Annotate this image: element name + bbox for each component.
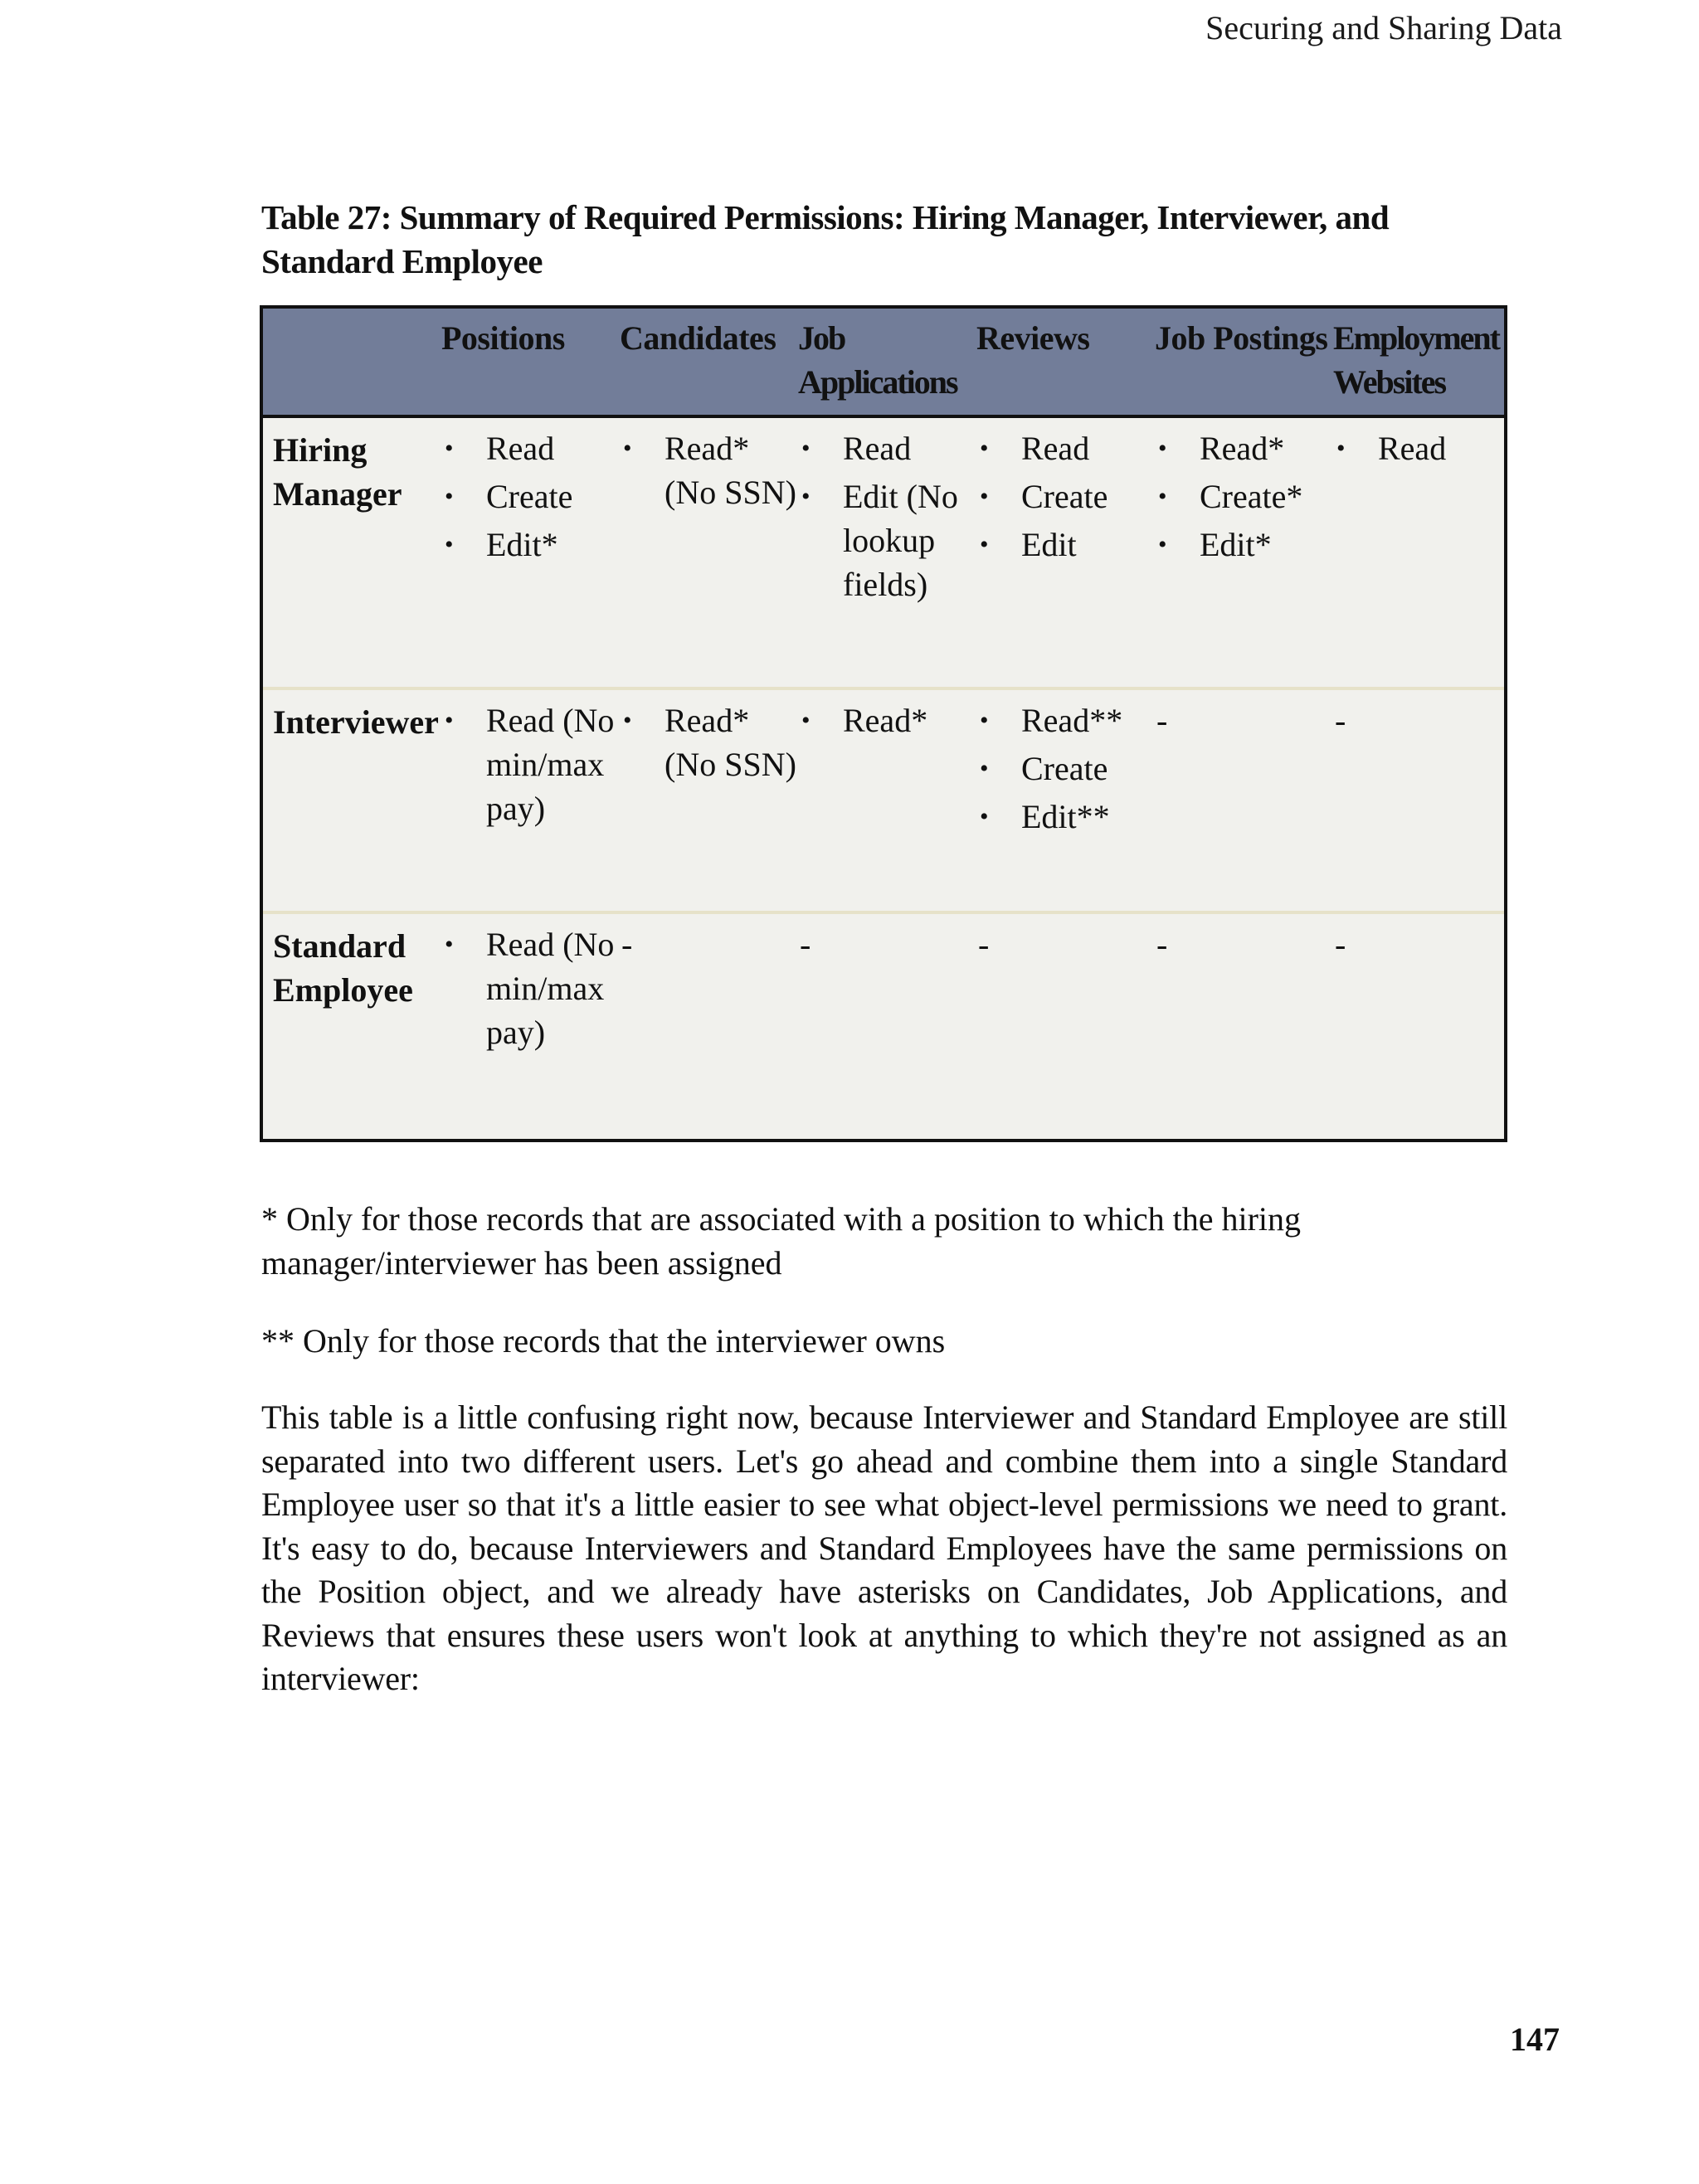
running-head: Securing and Sharing Data	[1205, 9, 1562, 46]
permission-text: Read (No min/max pay)	[486, 926, 615, 1051]
cell-employment-websites	[1333, 418, 1504, 687]
column-header-job-postings: Job Postings	[1155, 319, 1328, 357]
permission-list	[441, 426, 620, 567]
row-label: Standard Employee	[273, 927, 413, 1009]
table-row	[263, 690, 1504, 914]
bullet-icon: •	[445, 435, 454, 462]
permissions-table	[260, 305, 1507, 1142]
permission-item	[441, 523, 620, 567]
permission-list	[976, 698, 1155, 839]
bullet-icon: •	[623, 707, 632, 734]
permission-text: Create	[1021, 478, 1108, 515]
cell-job-applications	[798, 690, 976, 911]
permission-text: Edit (No lookup fields)	[843, 478, 958, 603]
column-header-employment-websites: Employment Websites	[1333, 319, 1499, 401]
permission-text: Create*	[1200, 478, 1303, 515]
permission-item	[798, 698, 976, 742]
bullet-icon: •	[980, 483, 989, 510]
footnote-double-asterisk: ** Only for those records that the interviewer owns	[261, 1322, 946, 1360]
cell-candidates	[620, 690, 798, 911]
cell-candidates	[620, 914, 798, 1139]
permission-list	[441, 922, 620, 1054]
cell-reviews	[976, 914, 1155, 1139]
no-permission-dash: -	[1156, 926, 1168, 963]
permission-text: Edit**	[1021, 798, 1110, 835]
bullet-icon: •	[980, 435, 989, 462]
column-header-job-applications: Job Applications	[798, 319, 957, 401]
permission-item	[441, 698, 620, 830]
table-caption: Table 27: Summary of Required Permissions: Hiring Manager, Interviewer, and Standard Employee	[261, 198, 1390, 280]
permission-item	[1333, 426, 1504, 470]
permission-item	[976, 474, 1155, 518]
permission-item	[1155, 426, 1333, 470]
cell-job-postings	[1155, 914, 1333, 1139]
permission-list	[976, 426, 1155, 567]
permission-text: Create	[1021, 750, 1108, 787]
permission-text: Read	[843, 430, 912, 467]
cell-employment-websites	[1333, 690, 1504, 911]
cell-positions	[441, 914, 620, 1139]
permission-item	[976, 747, 1155, 790]
permission-list	[1333, 426, 1504, 470]
column-header-candidates: Candidates	[620, 319, 776, 357]
permission-text: Read (No min/max pay)	[486, 702, 615, 827]
bullet-icon: •	[801, 707, 811, 734]
column-header-empty	[263, 309, 441, 415]
table-header-row	[263, 309, 1504, 418]
permission-text: Read	[486, 430, 555, 467]
permission-text: Read* (No SSN)	[665, 702, 796, 783]
bullet-icon: •	[445, 531, 454, 558]
permission-text: Read*	[843, 702, 928, 739]
permission-text: Read	[1021, 430, 1090, 467]
table-row	[263, 418, 1504, 690]
cell-candidates	[620, 418, 798, 687]
permission-item	[798, 474, 976, 606]
bullet-icon: •	[980, 531, 989, 558]
bullet-icon: •	[980, 707, 989, 734]
bullet-icon: •	[1158, 483, 1167, 510]
permission-item	[976, 523, 1155, 567]
permission-item	[441, 426, 620, 470]
no-permission-dash: -	[1335, 926, 1346, 963]
no-permission-dash: -	[978, 926, 990, 963]
cell-job-postings	[1155, 418, 1333, 687]
permission-item	[798, 426, 976, 470]
permission-item	[976, 426, 1155, 470]
cell-positions	[441, 690, 620, 911]
permission-item	[976, 698, 1155, 742]
cell-job-applications	[798, 418, 976, 687]
row-label: Interviewer	[273, 703, 439, 741]
permission-text: Create	[486, 478, 573, 515]
permission-item	[620, 698, 798, 786]
no-permission-dash: -	[1335, 702, 1346, 739]
permission-text: Edit*	[1200, 526, 1272, 563]
bullet-icon: •	[1336, 435, 1346, 462]
permission-list	[798, 698, 976, 742]
cell-reviews	[976, 418, 1155, 687]
permission-list	[1155, 426, 1333, 567]
body-paragraph: This table is a little confusing right now, because Interviewer and Standard Employee are still separated into two different users. Let's go ahead and combine them into a single Standard Employee user so that it's a little easier to see what object-level permissions we need to grant. It's easy to do, because Interviewers and Standard Employees have the same permissions on the Position object, and we already have asterisks on Candidates, Job Applications, and Reviews that ensures these users won't look at anything to which they're not assigned as an interviewer:	[261, 1398, 1507, 1697]
bullet-icon: •	[445, 707, 454, 734]
permission-list	[620, 426, 798, 514]
permission-text: Read	[1378, 430, 1447, 467]
row-label: Hiring Manager	[273, 431, 402, 513]
page-number: 147	[1510, 2021, 1560, 2058]
bullet-icon: •	[980, 803, 989, 830]
bullet-icon: •	[801, 483, 811, 510]
cell-positions	[441, 418, 620, 687]
permission-list	[441, 698, 620, 830]
permission-item	[1155, 474, 1333, 518]
bullet-icon: •	[623, 435, 632, 462]
no-permission-dash: -	[621, 926, 633, 963]
permission-list	[620, 698, 798, 786]
column-header-reviews: Reviews	[976, 319, 1090, 357]
permission-item	[1155, 523, 1333, 567]
bullet-icon: •	[1158, 435, 1167, 462]
permission-text: Read**	[1021, 702, 1123, 739]
bullet-icon: •	[445, 483, 454, 510]
bullet-icon: •	[445, 931, 454, 958]
cell-reviews	[976, 690, 1155, 911]
bullet-icon: •	[1158, 531, 1167, 558]
cell-employment-websites	[1333, 914, 1504, 1139]
permission-text: Edit	[1021, 526, 1077, 563]
table-row	[263, 914, 1504, 1139]
permission-item	[441, 922, 620, 1054]
bullet-icon: •	[980, 755, 989, 782]
permission-text: Read*	[1200, 430, 1285, 467]
permission-text: Edit*	[486, 526, 558, 563]
permission-item	[620, 426, 798, 514]
permission-item	[441, 474, 620, 518]
bullet-icon: •	[801, 435, 811, 462]
no-permission-dash: -	[800, 926, 811, 963]
permission-item	[976, 795, 1155, 839]
cell-job-applications	[798, 914, 976, 1139]
no-permission-dash: -	[1156, 702, 1168, 739]
permission-list	[798, 426, 976, 606]
cell-job-postings	[1155, 690, 1333, 911]
permission-text: Read* (No SSN)	[665, 430, 796, 511]
footnote-single-asterisk: * Only for those records that are associated with a position to which the hiring manager/interviewer has been assigned	[261, 1200, 1302, 1282]
column-header-positions: Positions	[441, 319, 565, 357]
